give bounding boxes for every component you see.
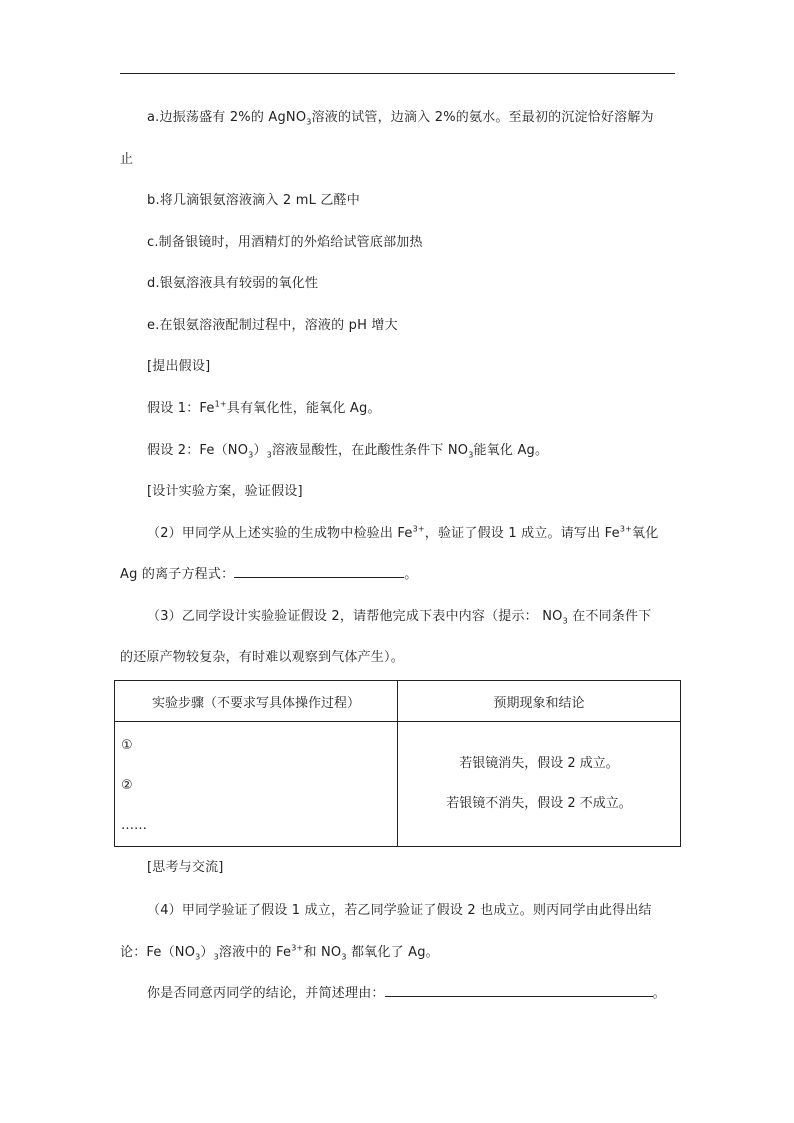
item-e: e.在银氨溶液配制过程中，溶液的 pH 增大 (147, 318, 398, 333)
item-c: c.制备银镜时，用酒精灯的外焰给试管底部加热 (147, 235, 423, 250)
table-header-results: 预期现象和结论 (398, 681, 681, 722)
item-d: d.银氨溶液具有较弱的氧化性 (147, 276, 319, 291)
hypothesis-2: 假设 2：$Fe(NO_3)_3$溶液显酸性，在此酸性条件下 $NO_3$能氧化 Ag。 (147, 443, 549, 460)
table-cell-results (398, 722, 681, 847)
question-3-line1: （3）乙同学设计实验验证假设 2，请帮他完成下表中内容（提示： $NO_3$ 在不同条件下 (147, 609, 652, 626)
question-3-line2: 的还原产物较复杂，有时难以观察到气体产生）。 (120, 650, 404, 665)
header-rule (120, 73, 675, 74)
step-ellipsis: …… (121, 818, 147, 833)
experiment-table (114, 680, 681, 847)
question-5: 你是否同意丙同学的结论，并简述理由： 。 (147, 986, 666, 1001)
question-2-line1: （2）甲同学从上述实验的生成物中检验出 $Fe^{3+}$，验证了假设 1 成立。请写出 $Fe^{3+}$氧化 (147, 524, 659, 541)
answer-blank-q5[interactable] (385, 986, 653, 997)
table-cell-steps[interactable] (115, 722, 398, 847)
question-4-line1: （4）甲同学验证了假设 1 成立，若乙同学验证了假设 2 也成立。则丙同学由此得出结 (147, 903, 652, 918)
result-2: 若银镜不消失，假设 2 不成立。 (446, 796, 632, 811)
item-a-line1: a.边振荡盛有 2%的 AgNO$_3$溶液的试管，边滴入 2%的氨水。至最初的沉淀恰好溶解为 (147, 110, 654, 127)
item-a-line2: 止 (120, 152, 134, 167)
section-heading-hypothesis: [提出假设] (147, 359, 211, 374)
table-header-steps: 实验步骤（不要求写具体操作过程） (115, 681, 398, 722)
section-heading-discussion: [思考与交流] (147, 860, 224, 875)
item-b: b.将几滴银氨溶液滴入 2 mL 乙醛中 (147, 193, 360, 208)
question-4-line2: 论：$Fe(NO_3)_3$溶液中的 $Fe^{3+}$和 $NO_3$ 都氧化了 Ag。 (120, 943, 439, 962)
result-1: 若银镜消失，假设 2 成立。 (459, 756, 619, 771)
answer-blank-q2[interactable] (234, 567, 404, 578)
question-2-line2: Ag 的离子方程式： 。 (120, 567, 418, 582)
step-2: ② (121, 778, 133, 793)
hypothesis-1: 假设 1：$Fe^{1+}$具有氧化性，能氧化 Ag。 (147, 399, 381, 416)
step-1: ① (121, 738, 133, 753)
section-heading-design: [设计实验方案，验证假设] (147, 484, 303, 499)
